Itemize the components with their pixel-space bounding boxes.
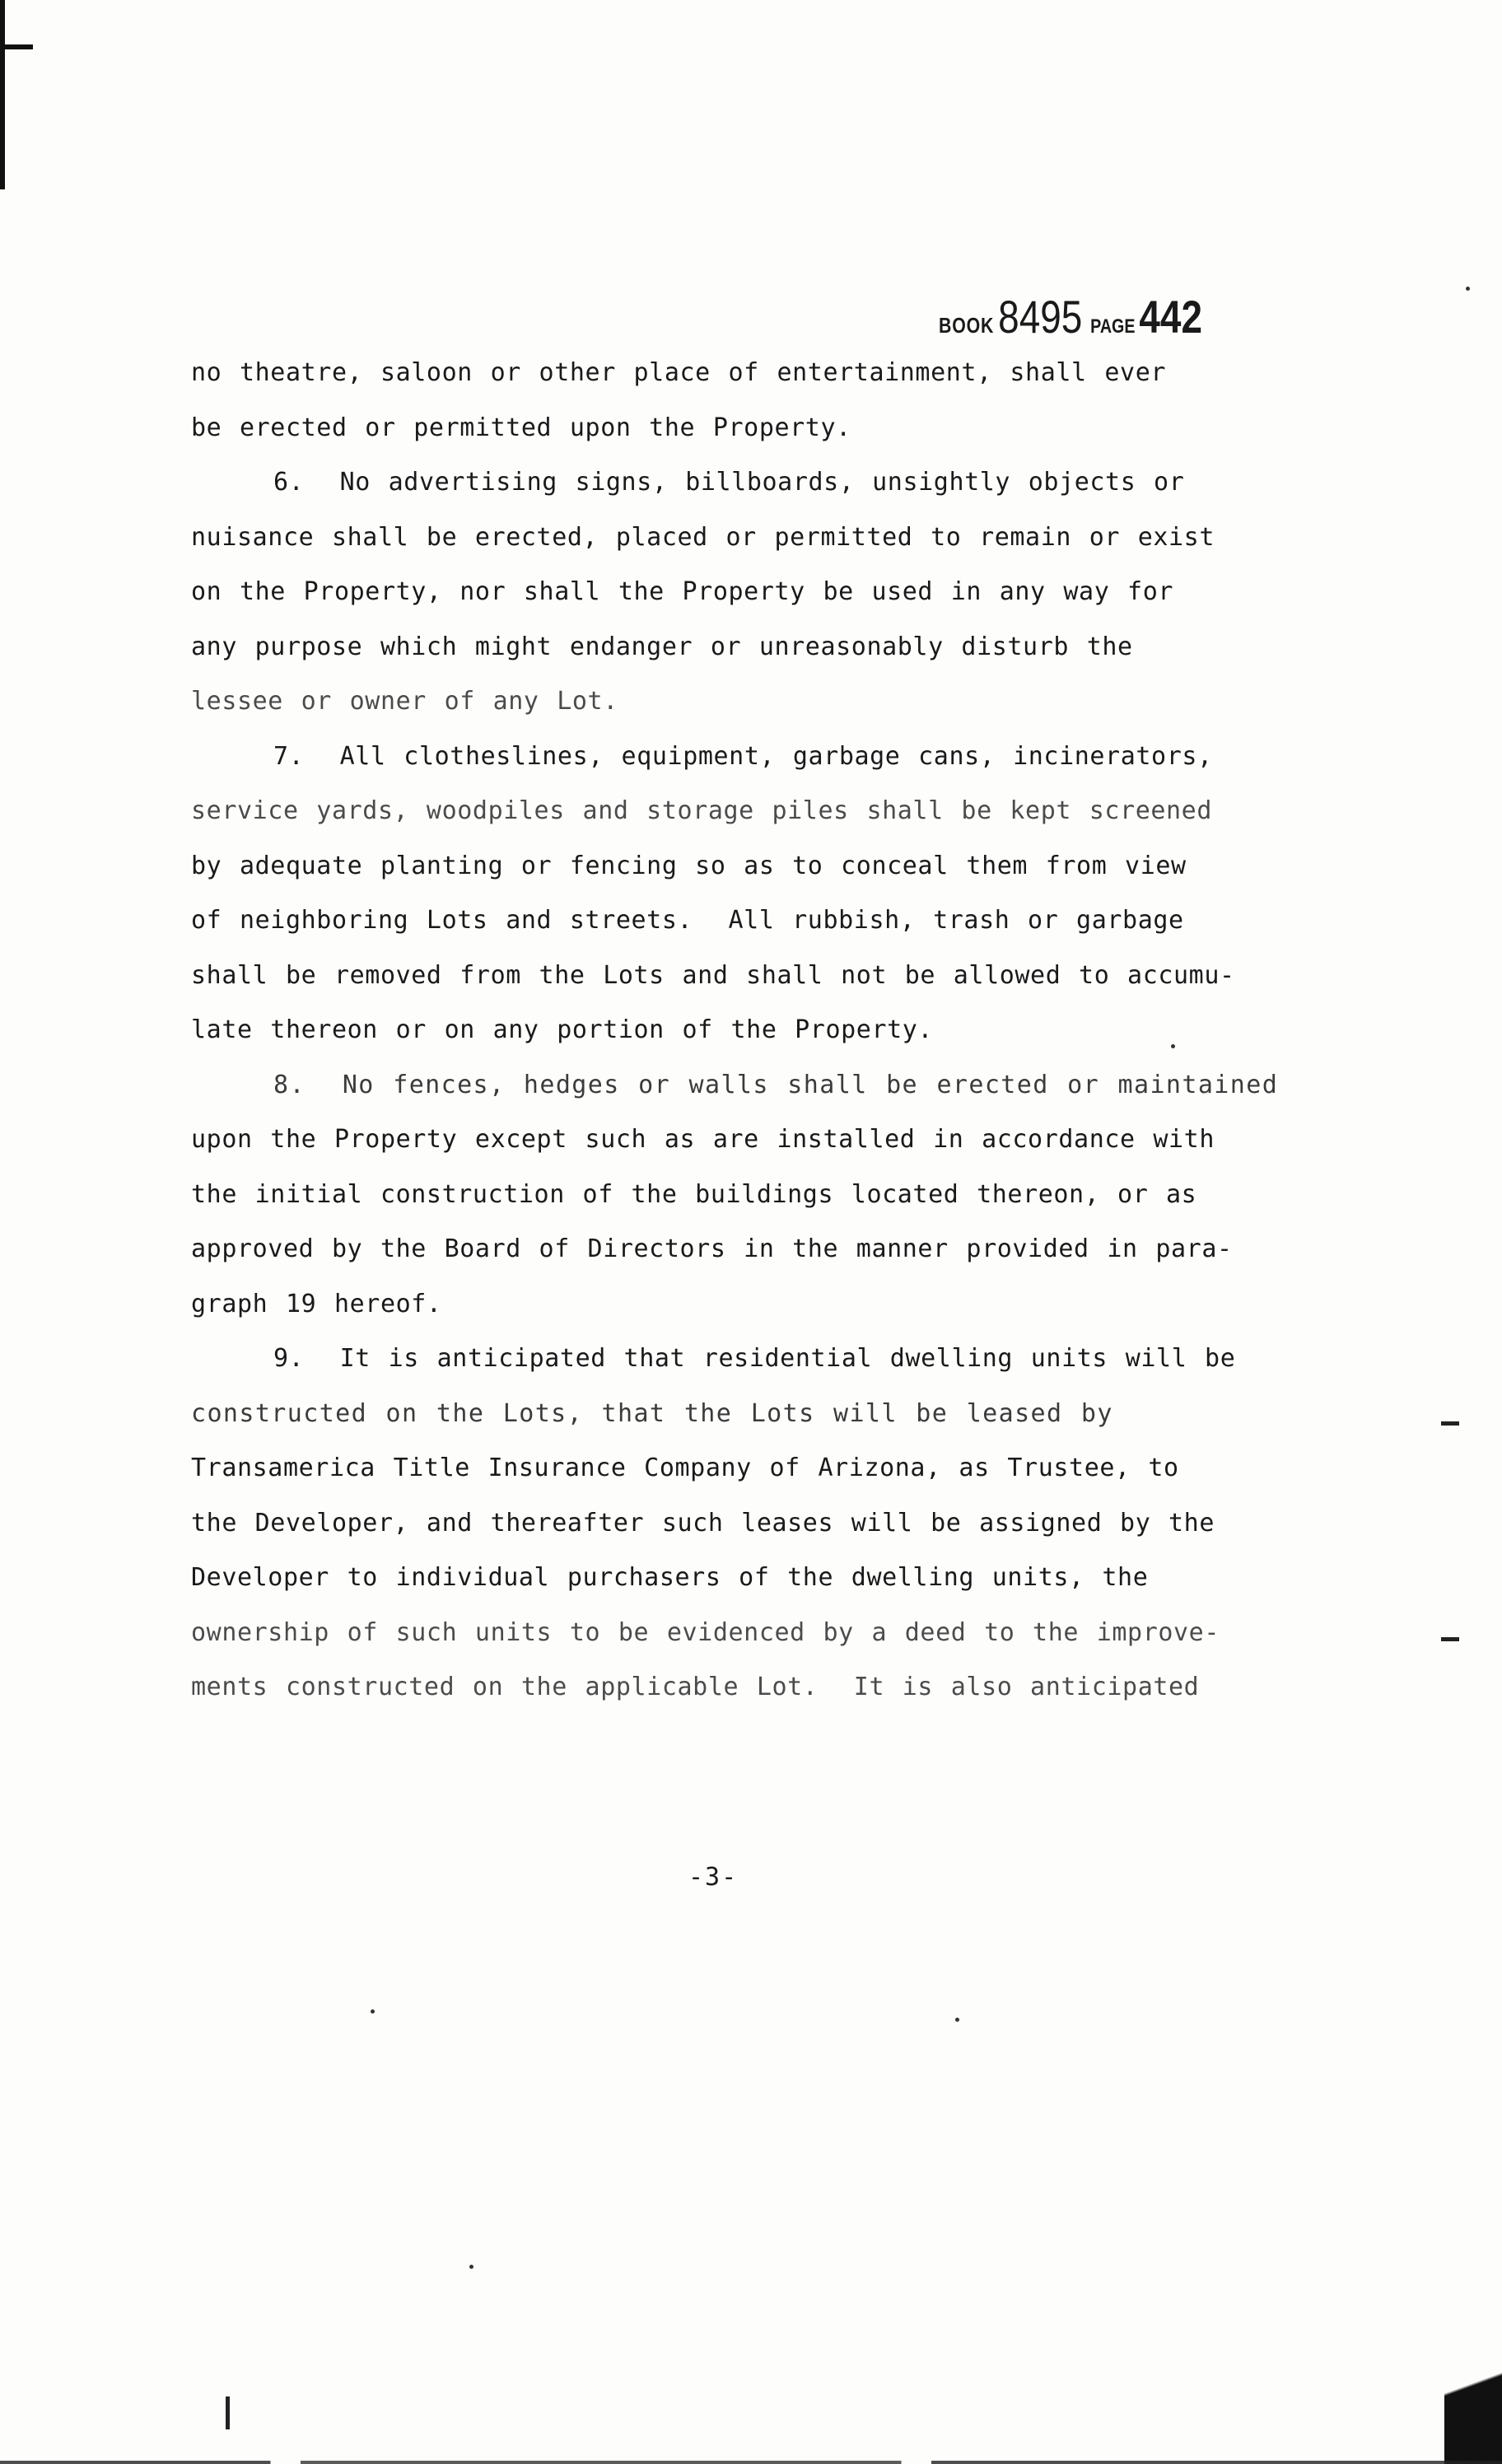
scan-speck (371, 2009, 375, 2014)
paragraph-8-start: 8. No fences, hedges or walls shall be erected or maintained (273, 1070, 1279, 1099)
text-line: ownership of such units to be evidenced by a deed to the improve- (191, 1617, 1220, 1647)
text-line: approved by the Board of Directors in the manner provided in para- (191, 1234, 1233, 1263)
text-line: of neighboring Lots and streets. All rubbish, trash or garbage (191, 906, 1184, 935)
text-line: Developer to individual purchasers of the dwelling units, the (191, 1563, 1149, 1592)
text-line: late thereon or on any portion of the Property. (191, 1015, 934, 1044)
text-line: nuisance shall be erected, placed or permitted to remain or exist (191, 522, 1215, 552)
text-line: shall be removed from the Lots and shall not be allowed to accumu- (191, 960, 1235, 990)
text-line: constructed on the Lots, that the Lots will be leased by (191, 1398, 1113, 1428)
text-line: by adequate planting or fencing so as to conceal them from view (191, 851, 1187, 880)
text-line: Transamerica Title Insurance Company of Arizona, as Trustee, to (191, 1454, 1179, 1482)
paragraph-9-start: 9. It is anticipated that residential dwelling units will be (273, 1344, 1236, 1373)
text-line: service yards, woodpiles and storage piles shall be kept screened (191, 796, 1212, 825)
paragraph-7-start: 7. All clotheslines, equipment, garbage cans, incinerators, (273, 741, 1213, 771)
text-line: any purpose which might endanger or unreasonably disturb the (191, 632, 1133, 661)
text-line: be erected or permitted upon the Property. (191, 413, 851, 442)
page-number-stamp: 442 (1139, 291, 1203, 343)
scan-edge-artifact (0, 2461, 1502, 2464)
text-line: upon the Property except such as are installed in accordance with (191, 1125, 1215, 1154)
text-line: graph 19 hereof. (191, 1289, 442, 1318)
page-label: PAGE (1090, 315, 1136, 338)
book-label: BOOK (939, 313, 995, 338)
text-line: on the Property, nor shall the Property be used in any way for (191, 577, 1174, 606)
scan-dash-artifact (1441, 1421, 1459, 1426)
paragraph-6-start: 6. No advertising signs, billboards, unsightly objects or (273, 468, 1185, 497)
text-line: lessee or owner of any Lot. (191, 687, 618, 716)
scan-mark-artifact (226, 2396, 230, 2429)
body-text (191, 346, 1344, 1715)
scan-dash-artifact (1441, 1637, 1459, 1641)
scan-speck (955, 2018, 959, 2022)
text-line: the Developer, and thereafter such leases will be assigned by the (191, 1508, 1215, 1538)
scan-speck (469, 2265, 473, 2269)
page-footer-number: -3- (688, 1863, 739, 1892)
scan-edge-artifact (0, 44, 33, 49)
text-line: ments constructed on the applicable Lot. It is also anticipated (191, 1673, 1200, 1701)
book-number: 8495 (998, 291, 1083, 343)
book-page-stamp (939, 290, 1202, 343)
text-line: the initial construction of the buildings located thereon, or as (191, 1179, 1197, 1209)
text-line: no theatre, saloon or other place of entertainment, shall ever (191, 358, 1167, 387)
scan-corner-artifact (1444, 2332, 1502, 2464)
scan-edge-artifact (0, 0, 5, 189)
scan-speck (1466, 287, 1470, 291)
